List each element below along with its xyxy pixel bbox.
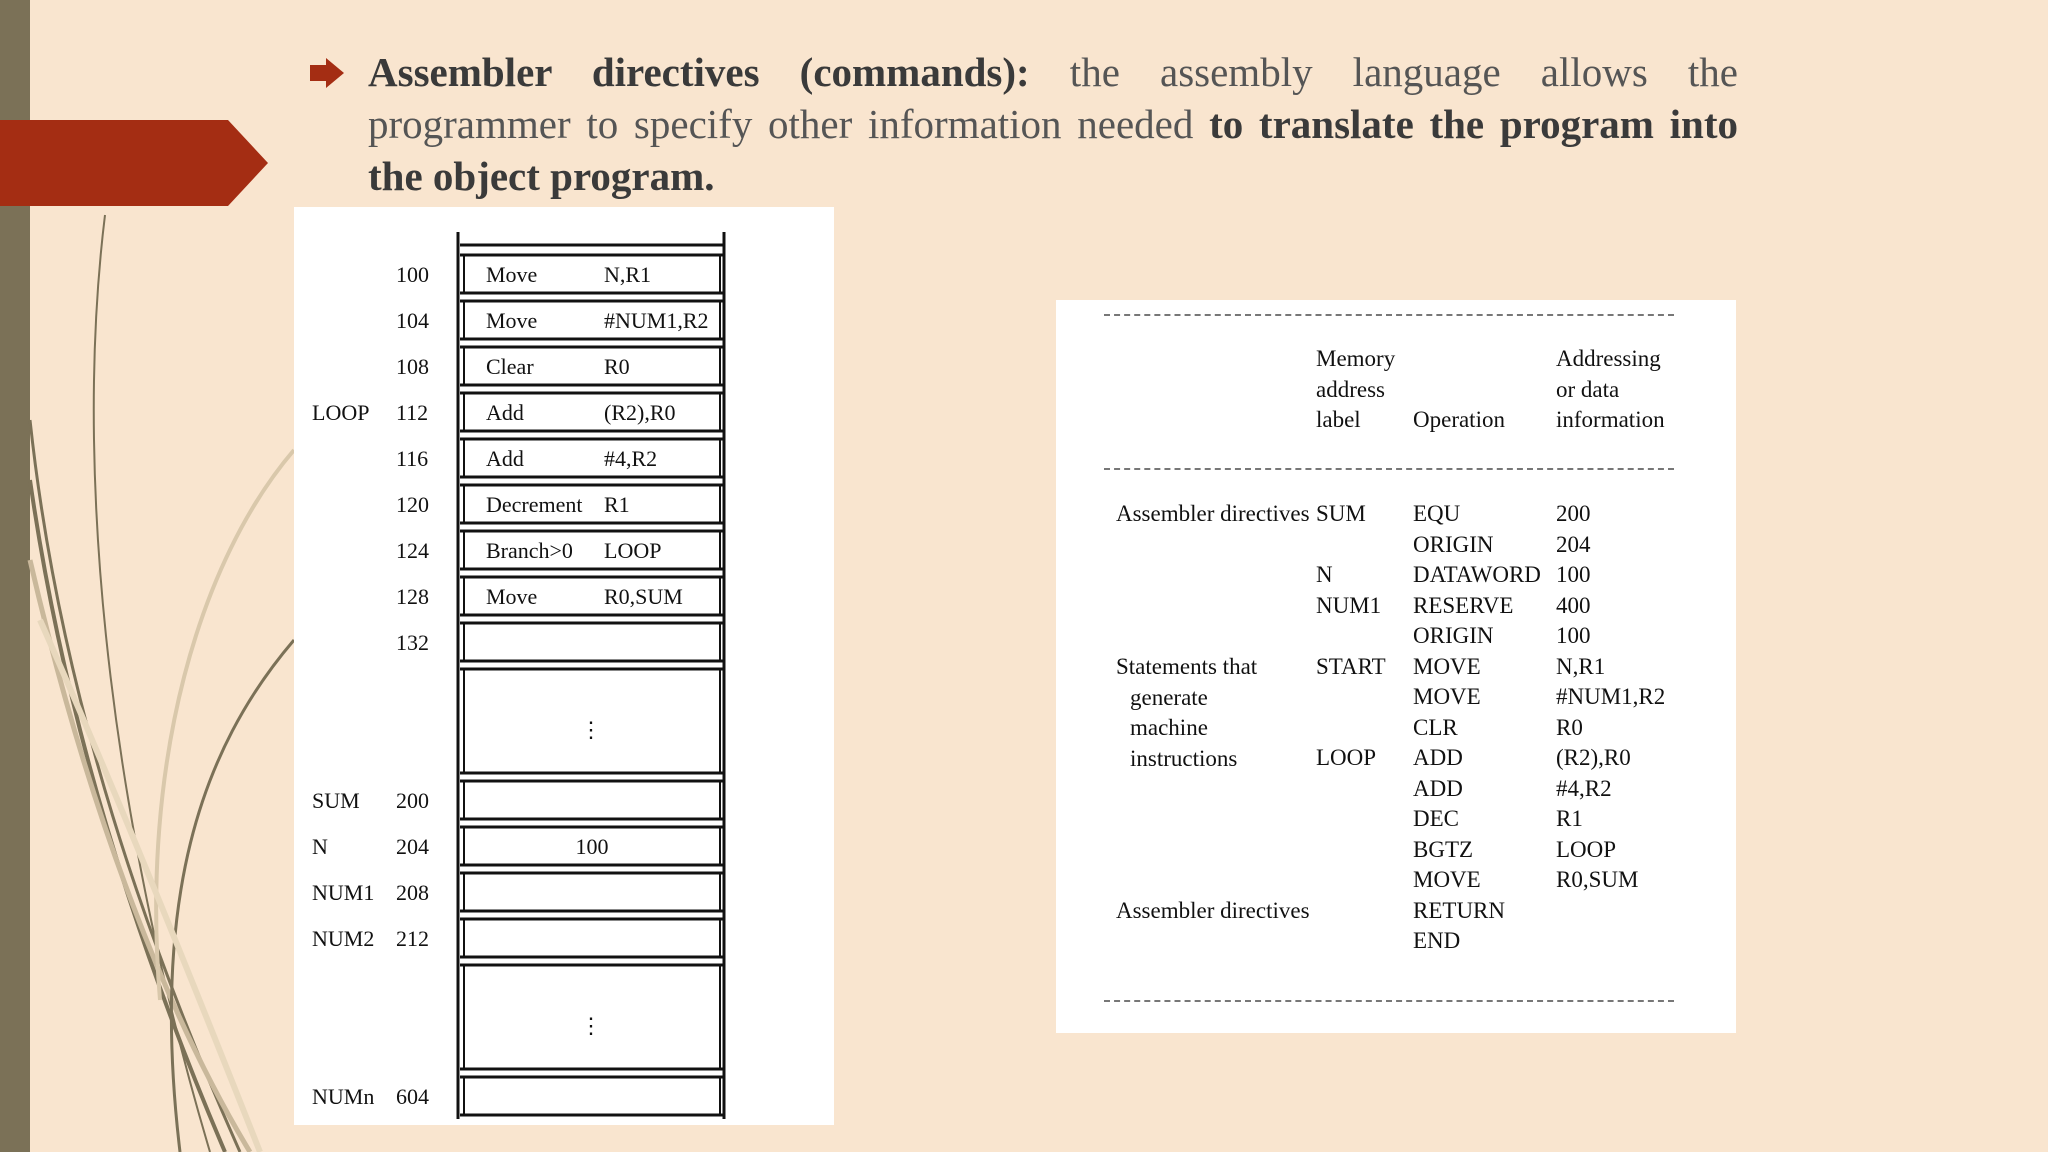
memory-address: 104 xyxy=(396,308,429,333)
header-operation xyxy=(1413,405,1505,436)
table-top-rule xyxy=(1104,314,1674,316)
operation-cell: ORIGIN xyxy=(1413,531,1494,557)
header-line: Addressing xyxy=(1556,346,1661,371)
memory-instruction: Decrement xyxy=(486,492,583,517)
memory-address: 108 xyxy=(396,354,429,379)
memory-instruction: Move xyxy=(486,584,538,609)
memory-operand: LOOP xyxy=(604,538,662,563)
operand-cell: LOOP xyxy=(1556,836,1617,862)
bullet-paragraph xyxy=(310,46,1738,202)
category-statements xyxy=(1116,652,1257,774)
label-cell-empty xyxy=(1316,896,1386,927)
operand-cell: R0,SUM xyxy=(1556,867,1639,892)
header-line: label xyxy=(1316,407,1361,432)
memory-instruction: Branch>0 xyxy=(486,538,573,563)
table-bottom-rule xyxy=(1104,1000,1674,1002)
memory-operand: #NUM1,R2 xyxy=(604,308,709,333)
memory-address: 124 xyxy=(396,538,429,563)
operand-cell: 204 xyxy=(1556,531,1591,557)
swoosh-1 xyxy=(94,215,210,1152)
operand-column xyxy=(1556,499,1665,957)
memory-address: 120 xyxy=(396,492,429,517)
label-cell-empty xyxy=(1316,713,1386,744)
label-cell-empty xyxy=(1316,804,1386,835)
operand-cell: N,R1 xyxy=(1556,653,1606,679)
memory-instruction: Clear xyxy=(486,354,534,379)
memory-label: SUM xyxy=(312,788,360,813)
category-line: instructions xyxy=(1130,745,1238,771)
memory-address: 200 xyxy=(396,788,429,813)
memory-instruction: Move xyxy=(486,308,538,333)
header-line: Operation xyxy=(1413,407,1505,432)
memory-operand: #4,R2 xyxy=(604,446,658,471)
operation-cell: BGTZ xyxy=(1413,836,1474,862)
operand-cell: 100 xyxy=(1556,623,1591,648)
memory-instruction: Add xyxy=(486,446,524,471)
category-line: generate xyxy=(1130,684,1208,710)
bullet-lead: Assembler directives (commands): xyxy=(368,49,1030,95)
operation-cell: ORIGIN xyxy=(1413,623,1494,648)
operation-cell: MOVE xyxy=(1413,653,1481,679)
header-line: Memory xyxy=(1316,346,1396,371)
operation-cell: DEC xyxy=(1413,806,1459,831)
operation-cell: ADD xyxy=(1413,775,1463,801)
operand-cell: 200 xyxy=(1556,501,1591,526)
operation-cell: DATAWORD xyxy=(1413,562,1541,587)
memory-operand: (R2),R0 xyxy=(604,400,676,425)
header-memory-address-label xyxy=(1316,344,1395,436)
label-cell: NUM1 xyxy=(1316,592,1382,618)
operation-cell: MOVE xyxy=(1413,684,1481,709)
memory-address: 116 xyxy=(396,446,429,471)
memory-operand: R0,SUM xyxy=(604,584,683,609)
operation-cell: MOVE xyxy=(1413,867,1481,892)
memory-label: LOOP xyxy=(312,400,370,425)
header-addressing-information xyxy=(1556,344,1665,436)
memory-operand: N,R1 xyxy=(604,262,652,287)
memory-instruction: Move xyxy=(486,262,538,287)
category-line: machine xyxy=(1130,715,1208,740)
label-cell: LOOP xyxy=(1316,745,1377,770)
category-assembler-directives: Assembler directives xyxy=(1116,501,1310,526)
operand-cell: R1 xyxy=(1556,806,1583,831)
category-assembler-directives-2: Assembler directives xyxy=(1116,898,1310,923)
operation-cell: RETURN xyxy=(1413,897,1505,923)
ellipsis-icon: ⋮ xyxy=(580,717,602,742)
label-cell: SUM xyxy=(1316,501,1366,526)
label-cell-empty xyxy=(1316,926,1386,957)
header-line: information xyxy=(1556,407,1665,432)
ellipsis-icon: ⋮ xyxy=(580,1013,602,1038)
memory-value: 100 xyxy=(575,834,609,859)
operation-cell: END xyxy=(1413,928,1461,953)
bullet-middle: the assembly language allows the programmer to specify other information needed xyxy=(368,49,1739,147)
header-line: address xyxy=(1316,376,1385,402)
memory-layout-figure xyxy=(294,207,834,1125)
memory-address: 212 xyxy=(396,926,429,951)
memory-layout-diagram xyxy=(294,207,834,1125)
memory-address: 100 xyxy=(396,262,429,287)
operation-cell: RESERVE xyxy=(1413,592,1514,618)
label-cell-empty xyxy=(1316,774,1386,805)
bullet-text xyxy=(368,46,1738,202)
operand-cell: R0 xyxy=(1556,714,1583,740)
operand-cell: #NUM1,R2 xyxy=(1556,684,1666,709)
table-header-rule xyxy=(1104,468,1674,470)
operation-cell: ADD xyxy=(1413,745,1463,770)
operand-cell: #4,R2 xyxy=(1556,775,1612,801)
operand-cell: 100 xyxy=(1556,562,1591,587)
memory-address: 128 xyxy=(396,584,429,609)
memory-address: 204 xyxy=(396,834,429,859)
memory-address: 132 xyxy=(396,630,429,655)
header-line: or data xyxy=(1556,376,1620,402)
assembler-directives-figure xyxy=(1056,300,1736,1033)
operand-cell xyxy=(1556,926,1665,957)
operand-cell: 400 xyxy=(1556,592,1591,618)
operand-cell: (R2),R0 xyxy=(1556,745,1631,770)
memory-operand: R0 xyxy=(604,354,630,379)
memory-instruction: Add xyxy=(486,400,524,425)
category-line: Statements that xyxy=(1116,654,1258,679)
label-cell-empty xyxy=(1316,621,1386,652)
operation-cell: CLR xyxy=(1413,714,1458,740)
memory-label: NUMn xyxy=(312,1084,375,1109)
memory-address: 112 xyxy=(396,400,429,425)
bullet-tail: to translate the program into the object program. xyxy=(368,101,1738,199)
memory-label: NUM2 xyxy=(312,926,375,951)
memory-operand: R1 xyxy=(604,492,630,517)
label-column xyxy=(1316,499,1386,957)
operand-cell xyxy=(1556,896,1665,927)
label-cell-empty xyxy=(1316,530,1386,561)
arrow-bullet-icon xyxy=(310,58,344,88)
memory-label: N xyxy=(312,834,328,859)
memory-address: 208 xyxy=(396,880,429,905)
label-cell: N xyxy=(1316,562,1333,587)
memory-address: 604 xyxy=(396,1084,429,1109)
swoosh-7 xyxy=(40,620,260,1152)
memory-label: NUM1 xyxy=(312,880,375,905)
label-cell-empty xyxy=(1316,865,1386,896)
label-cell-empty xyxy=(1316,682,1386,713)
operation-cell: EQU xyxy=(1413,501,1461,526)
operation-column xyxy=(1413,499,1541,957)
red-arrow-banner xyxy=(0,120,268,206)
label-cell-empty xyxy=(1316,835,1386,866)
label-cell: START xyxy=(1316,653,1386,679)
